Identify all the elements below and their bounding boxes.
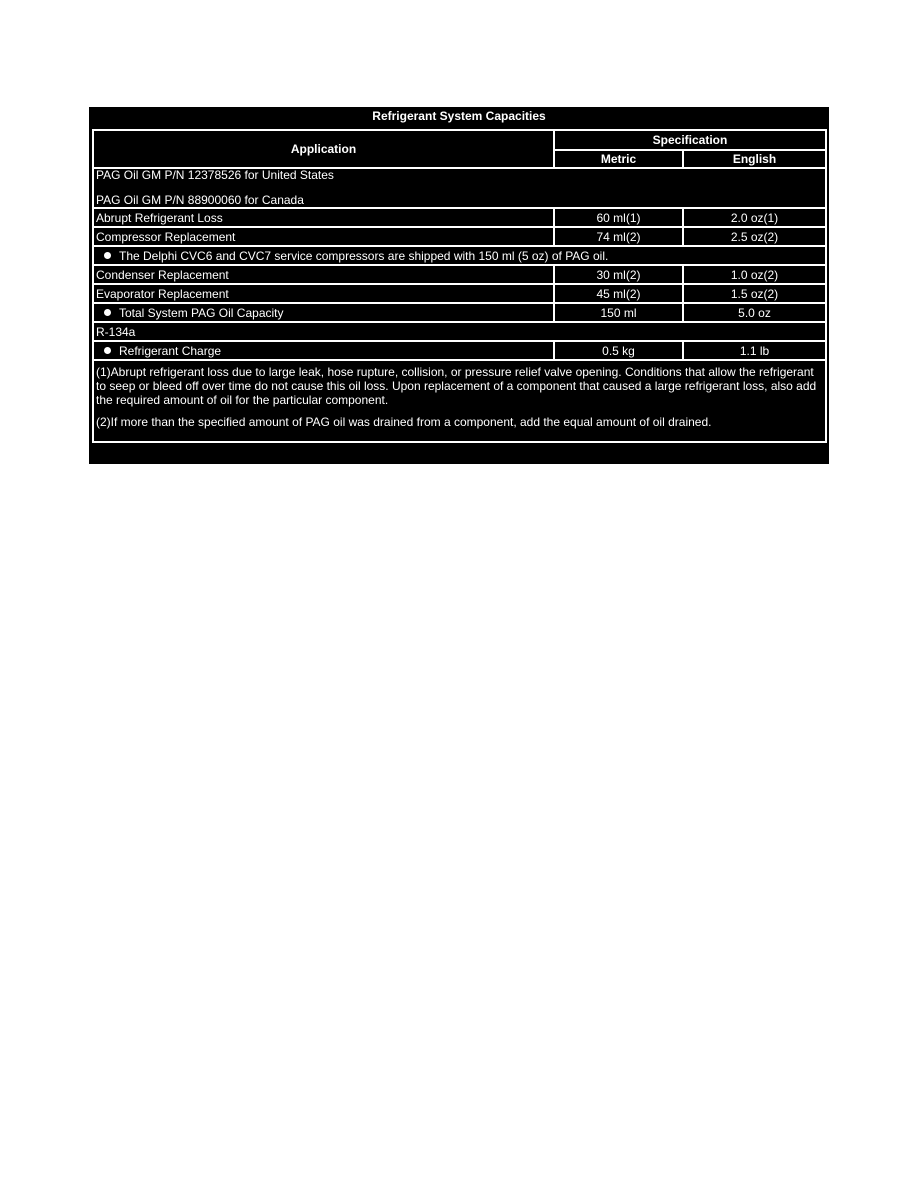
bullet-icon: [104, 252, 111, 259]
row-label: Condenser Replacement: [93, 265, 554, 284]
row-label: Abrupt Refrigerant Loss: [93, 208, 554, 227]
header-application: Application: [93, 130, 554, 168]
row-english: 1.1 lb: [683, 341, 826, 360]
footnote-1: (1)Abrupt refrigerant loss due to large leak, hose rupture, collision, or pressure relief valve opening. Conditions that allow the refrigerant to seep or bleed off over time do not cause this oil loss. Upon replacement of a component that caused a large refrigerant loss, also add the required amount of oil for the particular component.: [96, 365, 817, 407]
row-metric: 0.5 kg: [554, 341, 683, 360]
note-text: The Delphi CVC6 and CVC7 service compressors are shipped with 150 ml (5 oz) of PAG oil.: [119, 248, 609, 263]
bullet-icon: [104, 309, 111, 316]
row-label: Evaporator Replacement: [93, 284, 554, 303]
header-row: [93, 130, 826, 150]
table-row-section: [93, 322, 826, 341]
bullet-icon: [104, 347, 111, 354]
row-metric: 74 ml(2): [554, 227, 683, 246]
row-label: Total System PAG Oil Capacity: [119, 305, 284, 320]
row-label-bulleted: [93, 303, 554, 322]
table-row-note: [93, 246, 826, 265]
table-title: Refrigerant System Capacities: [372, 109, 546, 123]
row-label-bulleted: [93, 341, 554, 360]
row-label: Compressor Replacement: [93, 227, 554, 246]
row-metric: 45 ml(2): [554, 284, 683, 303]
pag-oil-canada: PAG Oil GM P/N 88900060 for Canada: [96, 193, 304, 207]
row-metric: 60 ml(1): [554, 208, 683, 227]
pag-oil-cell: [93, 168, 826, 208]
table-row: [93, 227, 826, 246]
row-metric: 150 ml: [554, 303, 683, 322]
table-row: [93, 208, 826, 227]
spec-table: [92, 129, 827, 443]
row-label: Refrigerant Charge: [119, 343, 222, 358]
refrigerant-capacities-table: [89, 107, 829, 464]
table-row: [93, 265, 826, 284]
section-label: R-134a: [93, 322, 826, 341]
table-row: [93, 303, 826, 322]
row-english: 5.0 oz: [683, 303, 826, 322]
header-metric: Metric: [554, 150, 683, 168]
row-metric: 30 ml(2): [554, 265, 683, 284]
footnotes-cell: [93, 360, 826, 442]
footnote-2: (2)If more than the specified amount of PAG oil was drained from a component, add the equal amount of oil drained.: [96, 415, 712, 429]
row-english: 1.5 oz(2): [683, 284, 826, 303]
note-cell: [93, 246, 826, 265]
table-row: [93, 341, 826, 360]
row-english: 2.5 oz(2): [683, 227, 826, 246]
header-english: English: [683, 150, 826, 168]
table-row: [93, 284, 826, 303]
pag-oil-us: PAG Oil GM P/N 12378526 for United States: [96, 168, 334, 182]
pag-oil-row: [93, 168, 826, 208]
row-english: 2.0 oz(1): [683, 208, 826, 227]
footnotes-row: [93, 360, 826, 442]
row-english: 1.0 oz(2): [683, 265, 826, 284]
header-specification: Specification: [554, 130, 826, 150]
